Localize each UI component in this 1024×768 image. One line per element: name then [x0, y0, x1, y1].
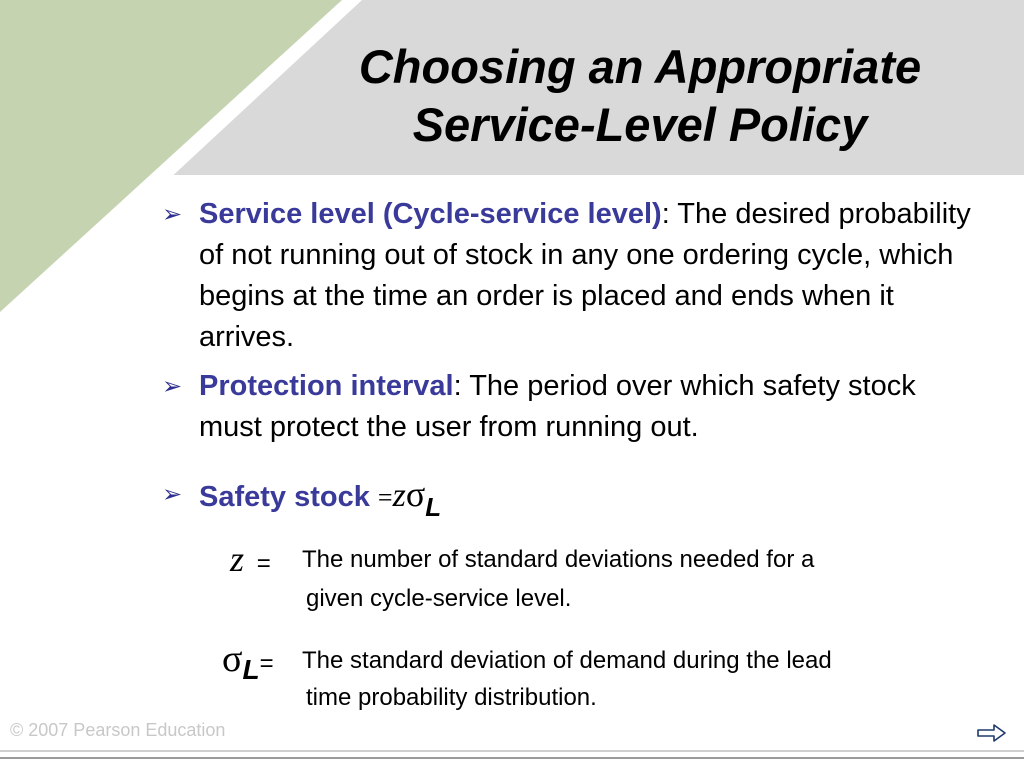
bullet-text [199, 194, 980, 358]
footer-divider-light [0, 750, 1024, 752]
definition-z-text-line2: given cycle-service level. [306, 585, 572, 612]
arrow-bullet-icon: ➢ [162, 481, 183, 508]
bullet-protection-interval [160, 366, 980, 448]
formula-equals: = [377, 483, 393, 512]
definition-sigma-text-line2: time probability distribution. [306, 684, 597, 711]
bullet-text [199, 474, 980, 522]
definition-equals: = [259, 650, 274, 677]
bullet-term: Service level (Cycle-service level) [199, 198, 662, 230]
definition-subscript: L [242, 654, 260, 685]
copyright-footer: © 2007 Pearson Education [10, 720, 226, 740]
definition-symbol: z [230, 539, 245, 579]
footer-divider-dark [0, 757, 1024, 759]
bullet-description: : The desired probability of not running out of stock in any one ordering cycle, which begins at the time an order is placed and ends when it arrives. [199, 198, 971, 353]
arrow-bullet-icon: ➢ [162, 373, 183, 400]
definition-equals: = [256, 550, 271, 577]
definition-symbol: σ [222, 638, 243, 680]
bullet-text [199, 366, 980, 448]
formula-sigma: σ [405, 474, 426, 514]
next-slide-button[interactable] [976, 722, 1008, 744]
bullet-term: Safety stock [199, 481, 370, 513]
formula-subscript: L [425, 492, 442, 522]
bullet-description: : The period over which safety stock must protect the user from running out. [199, 370, 916, 443]
slide-title [300, 38, 980, 154]
bullet-service-level [160, 194, 980, 358]
definition-z [230, 540, 271, 583]
definition-sigma [222, 640, 274, 683]
bullet-safety-stock [160, 474, 980, 522]
slide-title-line2: Service-Level Policy [412, 98, 868, 151]
next-arrow-icon [976, 722, 1008, 744]
bullet-term: Protection interval [199, 370, 454, 402]
slide-title-line1: Choosing an Appropriate [358, 40, 922, 93]
definition-z-text-line1: The number of standard deviations needed for a [302, 546, 815, 573]
formula-z: z [392, 477, 406, 514]
arrow-bullet-icon: ➢ [162, 201, 183, 228]
definition-sigma-text-line1: The standard deviation of demand during the lead [302, 647, 832, 674]
